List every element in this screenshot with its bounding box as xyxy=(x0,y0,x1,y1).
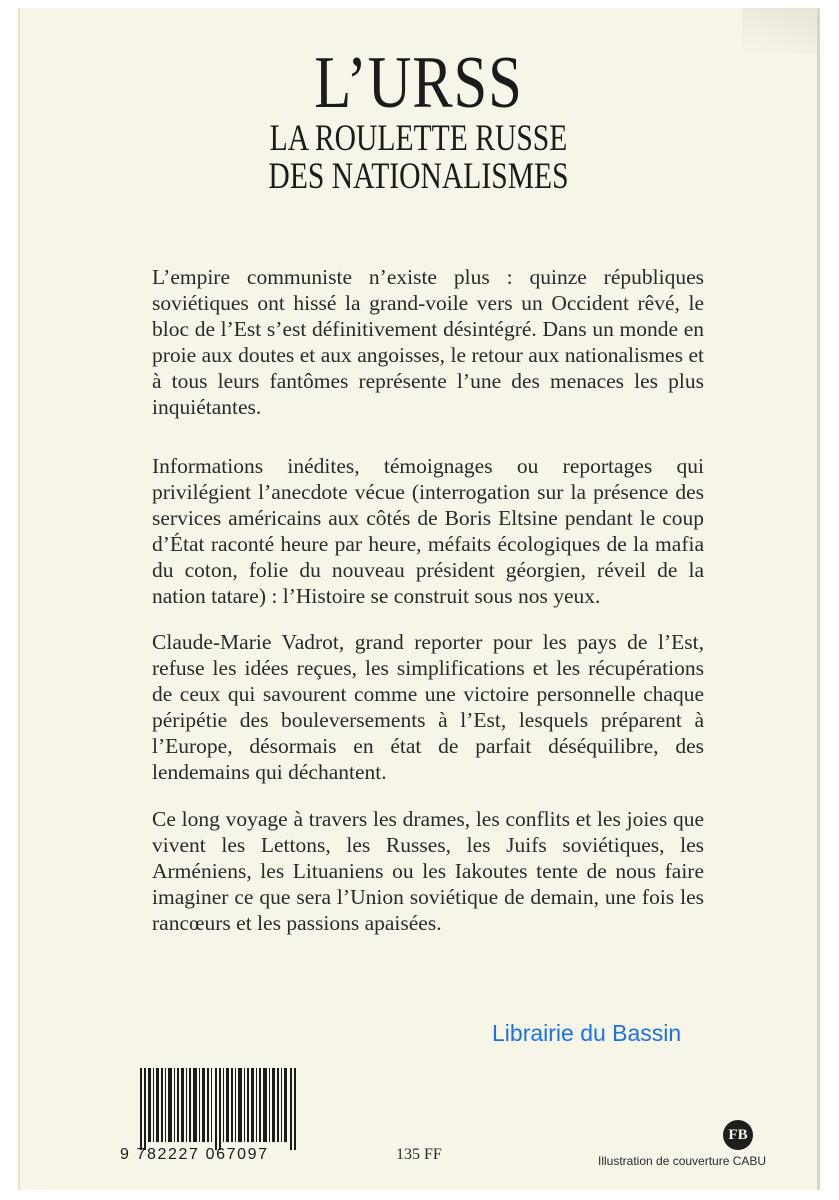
barcode-graphic xyxy=(140,1068,298,1150)
bookshop-watermark: Librairie du Bassin xyxy=(492,1020,682,1046)
book-subtitle-line-1: LA ROULETTE RUSSE xyxy=(269,118,568,159)
publisher-logo-icon: FB xyxy=(723,1120,753,1150)
cover-illustration-credit: Illustration de couverture CABU xyxy=(598,1154,767,1168)
book-subtitle-line-2: DES NATIONALISMES xyxy=(268,156,569,197)
isbn-number: 9 782227 067097 xyxy=(120,1146,269,1163)
barcode xyxy=(140,1068,298,1150)
blurb-paragraph-2: Informations inédites, témoignages ou reportages qui privilégient l’anecdote vécue (interrogation sur la présence des services américains aux côtés de Boris Eltsine pendant le coup d’État raconté heure par heure, méfaits écologiques de la mafia du coton, folie du nouveau président géorgien, réveil de la nation tatare) : l’Histoire se construit sous nos yeux. xyxy=(152,454,704,608)
blurb-paragraph-1: L’empire communiste n’existe plus : quinze républiques soviétiques ont hissé la grand-voile vers un Occident rêvé, le bloc de l’Est s’est définitivement désintégré. Dans un monde en proie aux doutes et aux angoisses, le retour aux nationalismes et à tous leurs fantômes représente l’une des menaces les plus inquiétantes. xyxy=(152,265,704,419)
blurb-paragraph-4: Ce long voyage à travers les drames, les conflits et les joies que vivent les Lettons, les Russes, les Juifs soviétiques, les Arméniens, les Lituaniens ou les Iakoutes tente de nous faire imaginer ce que sera l’Union soviétique de demain, une fois les rancœurs et les passions apaisées. xyxy=(152,807,704,935)
worn-corner xyxy=(742,8,817,53)
blurb-paragraph-3: Claude-Marie Vadrot, grand reporter pour les pays de l’Est, refuse les idées reçues, les simplifications et les récupérations de ceux qui savourent comme une victoire personnelle chaque péripétie des bouleversements à l’Est, lesquels préparent à l’Europe, désormais en état de parfait déséquilibre, des lendemains qui déchantent. xyxy=(152,630,704,784)
book-back-cover xyxy=(18,8,820,1190)
price: 135 FF xyxy=(396,1146,442,1163)
book-title: L’URSS xyxy=(314,42,523,124)
